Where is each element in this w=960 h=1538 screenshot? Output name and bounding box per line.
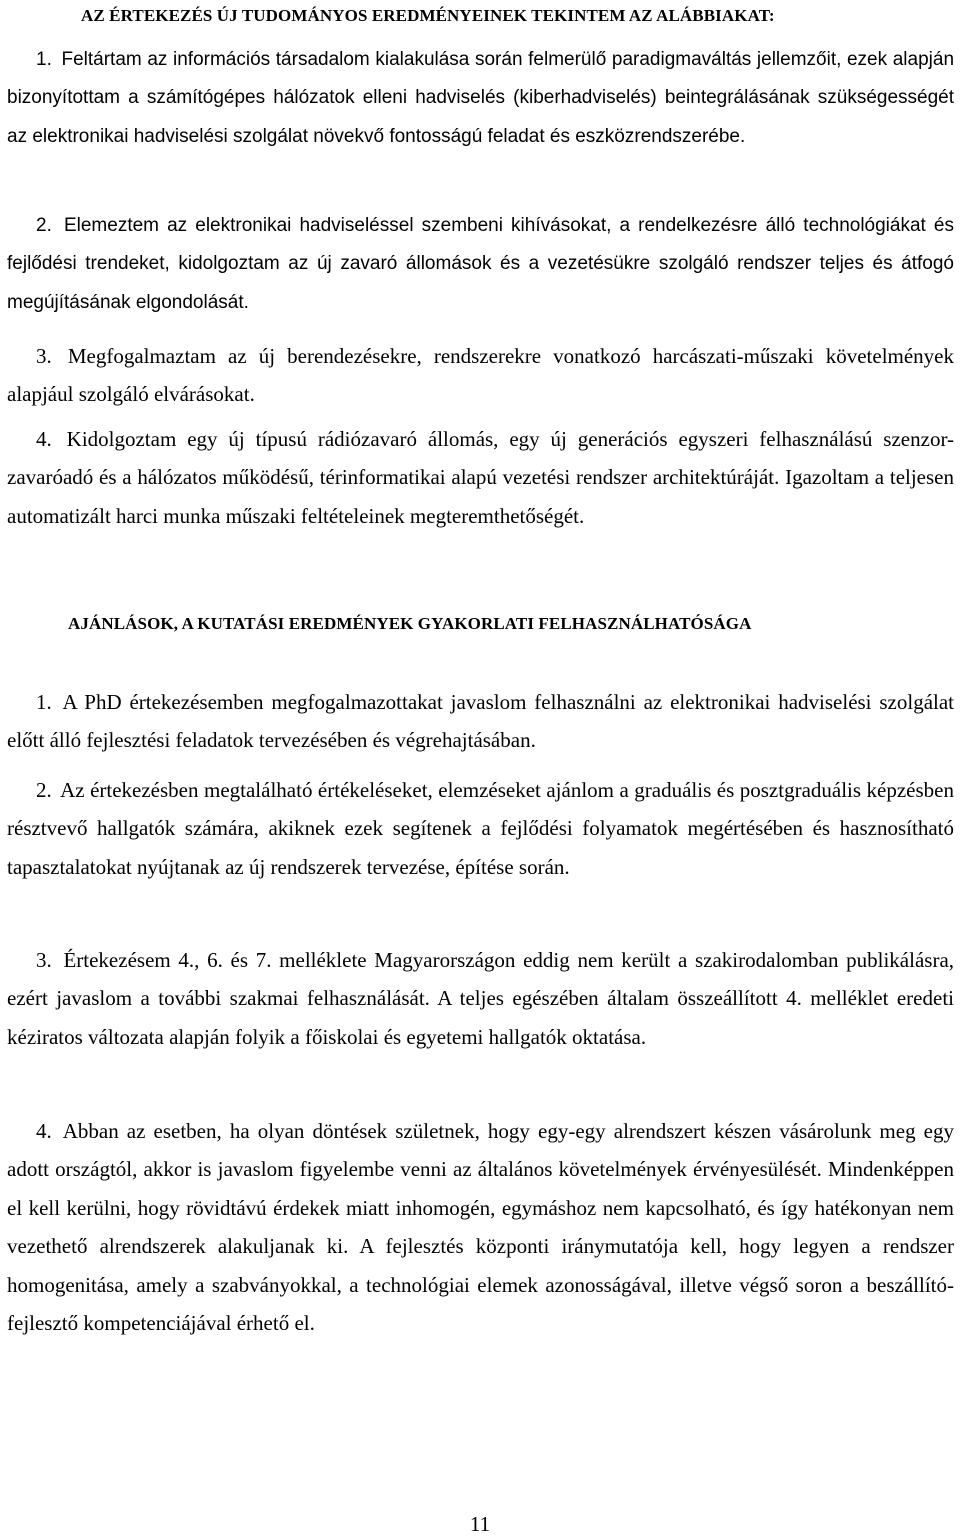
result-item-1 (7, 41, 954, 156)
item-number: 1. (36, 690, 52, 714)
item-text: Értekezésem 4., 6. és 7. melléklete Magyarországon eddig nem került a szakirodalomban publikálásra, ezért javaslom a további szakmai felhasználását. A teljes egészében általam összeállított 4. melléklet eredeti kéziratos változata alapján folyik a főiskolai és egyetemi hallgatók oktatása. (7, 948, 955, 1049)
item-text: Elemeztem az elektronikai hadviseléssel szembeni kihívásokat, a rendelkezésre álló technológiákat és fejlődési trendeket, kidolgoztam az új zavaró állomások és a vezetésükre szolgáló rendszer teljes és átfogó megújításának elgondolását. (7, 215, 954, 313)
result-item-4 (7, 420, 954, 535)
recommendation-item-3 (7, 941, 954, 1056)
item-number: 2. (36, 215, 52, 236)
item-number: 3. (36, 948, 52, 972)
item-number: 3. (36, 344, 52, 368)
item-text: A PhD értekezésemben megfogalmazottakat javaslom felhasználni az elektronikai hadviselési szolgálat előtt álló fejlesztési feladatok tervezésében és végrehajtásában. (7, 690, 954, 753)
item-number: 4. (36, 427, 52, 451)
item-text: Feltártam az információs társadalom kialakulása során felmerülő paradigmaváltás jellemzőit, ezek alapján bizonyítottam a számítógépes hálózatok elleni hadviselés (kiberhadviselés) beintegrálásának szükségességét az elektronikai hadviselési szolgálat növekvő fontosságú feladat és eszközrendszerébe. (7, 49, 955, 147)
item-text: Abban az esetben, ha olyan döntések születnek, hogy egy-egy alrendszert készen vásárolunk meg egy adott országtól, akkor is javaslom figyelembe venni az általános követelmények érvényesülését. Mindenképpen el kell kerülni, hogy rövidtávú érdekek miatt inhomogén, egymáshoz nem kapcsolható, és így hatékonyan nem vezethető alrendszerek alakuljanak ki. A fejlesztés központi iránymutatója kell, hogy legyen a rendszer homogenitása, amely a szabványokkal, a technológiai elemek azonosságával, illetve végső soron a beszállító-fejlesztő kompetenciájával érhető el. (7, 1119, 955, 1336)
page-number: 11 (469, 1512, 491, 1536)
section-heading-results: AZ ÉRTEKEZÉS ÚJ TUDOMÁNYOS EREDMÉNYEINEK TEKINTEM AZ ALÁBBIAKAT: (81, 6, 775, 25)
result-item-3 (7, 337, 954, 414)
item-number: 1. (36, 49, 52, 70)
item-text: Az értekezésben megtalálható értékeléseket, elemzéseket ajánlom a graduális és posztgraduális képzésben résztvevő hallgatók számára, akiknek ezek segítenek a fejlődési folyamatok megértésében és hasznosítható tapasztalatokat nyújtanak az új rendszerek tervezése, építése során. (7, 778, 954, 879)
item-text: Megfogalmaztam az új berendezésekre, rendszerekre vonatkozó harcászati-műszaki követelmények alapjául szolgáló elvárásokat. (7, 344, 955, 407)
item-number: 4. (36, 1119, 52, 1143)
item-number: 2. (36, 778, 52, 802)
item-text: Kidolgoztam egy új típusú rádiózavaró állomás, egy új generációs egyszeri felhasználású szenzor-zavaróadó és a hálózatos működésű, térinformatikai alapú vezetési rendszer architektúráját. Igazoltam a teljesen automatizált harci munka műszaki feltételeinek megteremthetőségét. (7, 427, 955, 528)
recommendation-item-1 (7, 683, 954, 760)
recommendation-item-2 (7, 771, 954, 886)
result-item-2 (7, 207, 954, 322)
section-heading-recommendations: AJÁNLÁSOK, A KUTATÁSI EREDMÉNYEK GYAKORLATI FELHASZNÁLHATÓSÁGA (68, 614, 752, 633)
recommendation-item-4 (7, 1112, 954, 1342)
